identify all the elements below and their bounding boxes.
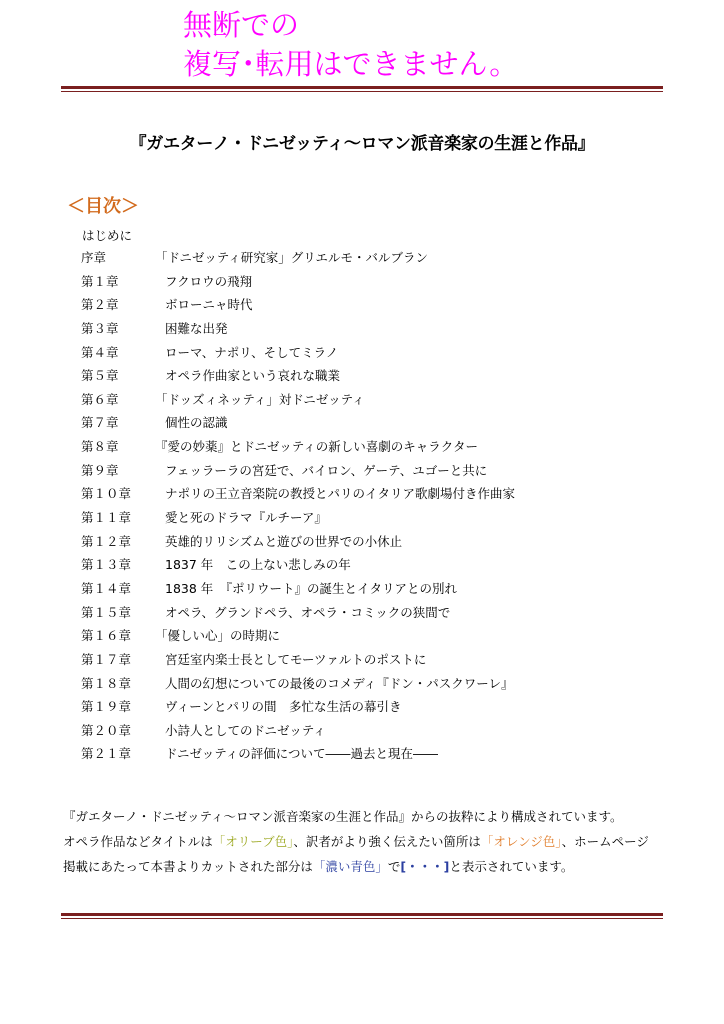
toc-entry	[0, 391, 724, 415]
toc-entry	[0, 438, 724, 462]
toc-entry	[0, 273, 724, 297]
chapter-title: ドニゼッティの評価について――過去と現在――	[165, 746, 439, 762]
chapter-number: 第１１章	[81, 510, 132, 526]
toc-entry	[0, 604, 724, 628]
chapter-title: フクロウの飛翔	[165, 273, 253, 289]
chapter-number: 第１章	[81, 273, 119, 289]
chapter-title: 「ドッズィネッティ」対ドニゼッティ	[155, 391, 365, 407]
toc-entry	[0, 367, 724, 391]
toc-entry	[0, 651, 724, 675]
chapter-number: 第４章	[81, 344, 119, 360]
summary-line-2	[63, 829, 663, 854]
summary-text: で	[387, 859, 401, 874]
chapter-title: ナポリの王立音楽院の教授とパリのイタリア歌劇場付き作曲家	[165, 486, 516, 502]
chapter-title: 宮廷室内楽士長としてモーツァルトのポストに	[165, 651, 427, 667]
chapter-title: ローマ、ナポリ、そしてミラノ	[165, 344, 339, 360]
toc-entry	[0, 627, 724, 651]
chapter-title: オペラ作曲家という哀れな職業	[165, 368, 341, 384]
chapter-title: 個性の認識	[165, 415, 228, 431]
toc-entry	[0, 580, 724, 604]
olive-color-label: 「オリーブ色」	[212, 834, 294, 849]
chapter-title: オペラ、グランドペラ、オペラ・コミックの狭間で	[165, 604, 451, 620]
chapter-number: 第１５章	[81, 604, 132, 620]
chapter-title: ヴィーンとパリの間 多忙な生活の幕引き	[165, 699, 402, 715]
toc-entry	[0, 533, 724, 557]
notice-line-1: 無断での	[183, 8, 300, 42]
summary-text: 、訳者がより強く伝えたい箇所は	[293, 834, 481, 849]
orange-color-label: 「オレンジ色」	[480, 834, 562, 849]
toc-entry	[0, 745, 724, 769]
chapter-number: 第１８章	[81, 675, 132, 691]
chapter-number: 第１０章	[81, 486, 132, 502]
chapter-title: 困難な出発	[165, 320, 228, 336]
toc-entry	[0, 296, 724, 320]
chapter-number: 第３章	[81, 320, 119, 336]
table-of-contents	[0, 249, 724, 769]
notice-line-2: 複写･転用はできません。	[183, 47, 519, 81]
chapter-title: 「ドニゼッティ研究家」グリエルモ・バルブラン	[155, 250, 429, 265]
chapter-number: 第８章	[81, 439, 119, 455]
toc-entry	[0, 509, 724, 533]
chapter-number: 第２０章	[81, 722, 132, 738]
toc-intro: はじめに	[82, 228, 133, 243]
toc-entry	[0, 722, 724, 746]
chapter-number: 第９章	[81, 462, 119, 478]
chapter-number: 第１３章	[81, 557, 132, 573]
chapter-title: ボローニャ時代	[165, 297, 253, 313]
chapter-title: 「優しい心」の時期に	[155, 628, 281, 644]
toc-entry	[0, 675, 724, 699]
document-title: 『ガエターノ・ドニゼッティ～ロマン派音楽家の生涯と作品』	[129, 134, 595, 154]
top-divider	[61, 86, 663, 92]
chapter-number: 第６章	[81, 391, 119, 407]
chapter-number: 第２１章	[81, 746, 132, 762]
toc-entry	[0, 414, 724, 438]
chapter-title: 英雄的リリシズムと遊びの世界での小休止	[165, 533, 403, 549]
chapter-title: 愛と死のドラマ『ルチーア』	[165, 510, 327, 526]
toc-entry	[0, 320, 724, 344]
chapter-number: 第５章	[81, 368, 119, 384]
chapter-number: 序章	[81, 250, 107, 265]
chapter-number: 第２章	[81, 297, 119, 313]
summary-note	[63, 804, 663, 879]
chapter-number: 第１６章	[81, 628, 132, 644]
chapter-title: 人間の幻想についての最後のコメディ『ドン・パスクワーレ』	[165, 675, 514, 691]
toc-entry	[0, 462, 724, 486]
cut-marker: [・・・]	[400, 859, 450, 874]
chapter-title: フェッラーラの宮廷で、バイロン、ゲーテ、ユゴーと共に	[165, 462, 488, 478]
chapter-title: 小詩人としてのドニゼッティ	[165, 722, 326, 738]
summary-text: 掲載にあたって本書よりカットされた部分は	[63, 859, 313, 874]
summary-text: オペラ作品などタイトルは	[63, 834, 213, 849]
bottom-divider	[61, 913, 663, 919]
chapter-title: 『愛の妙薬』とドニゼッティの新しい喜劇のキャラクター	[155, 439, 479, 455]
summary-text: と表示されています。	[449, 859, 574, 874]
chapter-number: 第１４章	[81, 580, 132, 596]
toc-heading: ＜目次＞	[67, 196, 139, 217]
summary-line-1: 『ガエターノ・ドニゼッティ～ロマン派音楽家の生涯と作品』からの抜粋により構成されています。	[63, 809, 623, 824]
chapter-title: 1837 年 この上ない悲しみの年	[165, 557, 351, 573]
toc-entry	[0, 485, 724, 509]
chapter-number: 第７章	[81, 415, 119, 431]
toc-entry	[0, 556, 724, 580]
chapter-number: 第１２章	[81, 533, 132, 549]
copy-prohibited-notice	[183, 6, 518, 84]
summary-text: 、ホームページ	[561, 834, 649, 849]
chapter-number: 第１７章	[81, 651, 132, 667]
chapter-title: 1838 年 『ポリウート』の誕生とイタリアとの別れ	[165, 580, 458, 596]
navy-color-label: 「濃い青色」	[312, 859, 388, 874]
toc-entry	[0, 344, 724, 368]
summary-line-3	[63, 854, 663, 879]
chapter-number: 第１９章	[81, 699, 132, 715]
toc-entry	[0, 698, 724, 722]
toc-entry	[0, 249, 724, 273]
